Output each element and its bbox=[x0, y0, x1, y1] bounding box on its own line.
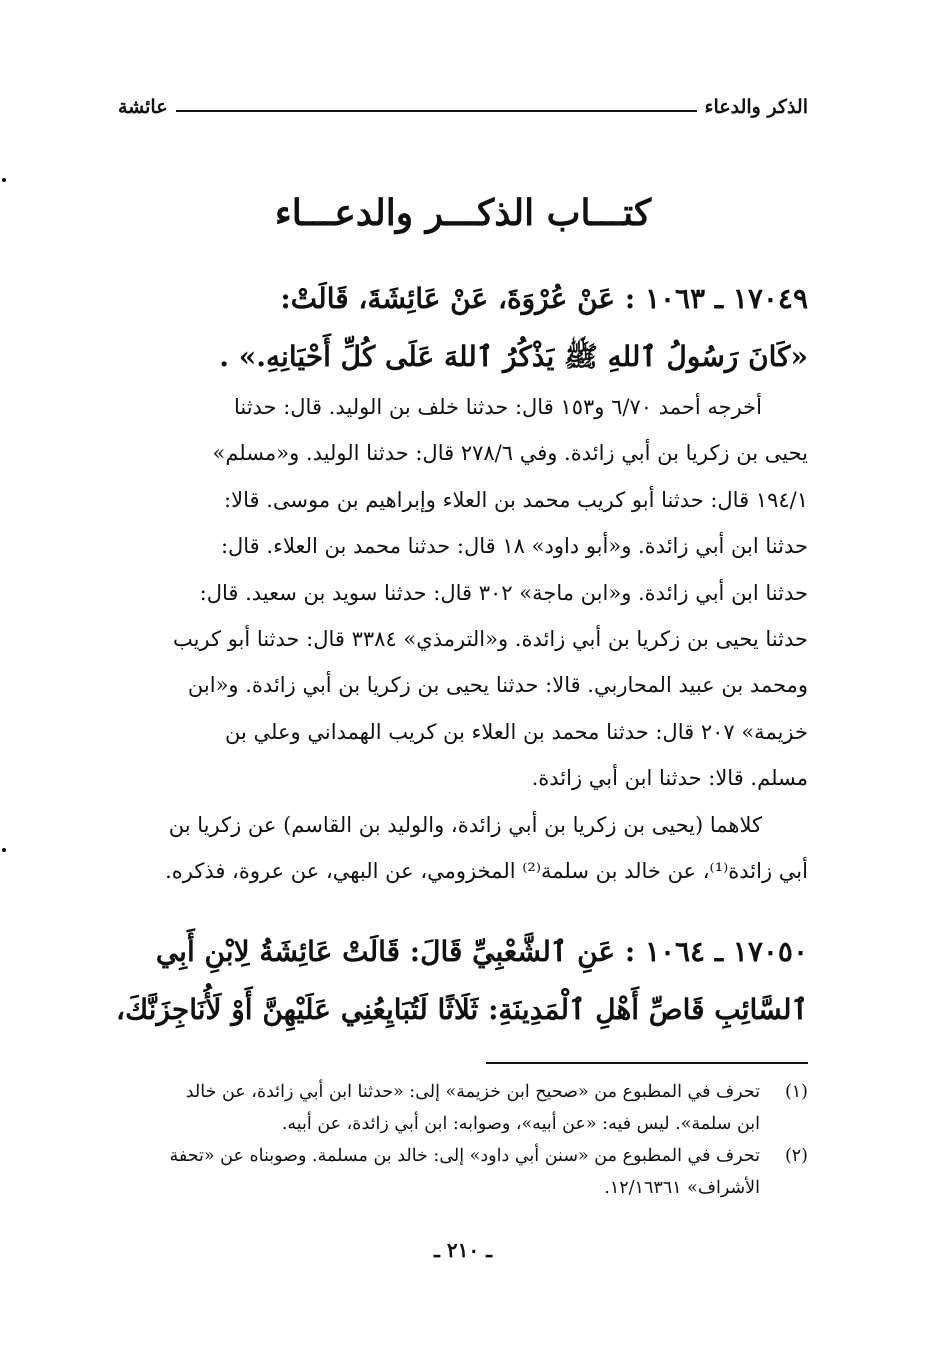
footnote-line: تحرف في المطبوع من «سنن أبي داود» إلى: خالد بن مسلمة. وصوبناه عن «تحفة bbox=[169, 1146, 760, 1166]
scan-speck bbox=[2, 848, 6, 852]
commentary-line: مسلم. قالا: حدثنا ابن أبي زائدة. bbox=[531, 766, 808, 791]
header-rule bbox=[176, 110, 697, 112]
footnote-number: (١) bbox=[784, 1082, 808, 1102]
commentary-line: ١٩٤/١ قال: حدثنا أبو كريب محمد بن العلاء وإبراهيم بن موسى. قالا: bbox=[224, 487, 808, 512]
commentary-line: حدثنا ابن أبي زائدة. و«ابن ماجة» ٣٠٢ قال: حدثنا سويد بن سعيد. قال: bbox=[199, 580, 808, 605]
footnote-text bbox=[118, 1076, 760, 1140]
footnote-text bbox=[118, 1140, 760, 1204]
takhrij-commentary bbox=[118, 384, 808, 894]
footnote-line: الأشراف» ١٢/١٦٣٦١. bbox=[604, 1178, 760, 1198]
scan-speck bbox=[2, 178, 6, 182]
page-number: ـ ٢١٠ ـ bbox=[434, 1238, 492, 1262]
summary-line: أبي زائدة⁽¹⁾، عن خالد بن سلمة⁽²⁾ المخزومي، عن البهي، عن عروة، فذكره. bbox=[165, 859, 808, 884]
footnotes bbox=[118, 1076, 808, 1204]
chapter-running-title: الذكر والدعاء bbox=[704, 96, 808, 118]
hadith-text bbox=[118, 270, 808, 386]
book-title: كتـــاب الذكـــر والدعـــاء bbox=[274, 192, 652, 234]
footnote bbox=[118, 1076, 808, 1140]
footnote-line: تحرف في المطبوع من «صحيح ابن خزيمة» إلى: «حدثنا ابن أبي زائدة، عن خالد bbox=[185, 1082, 760, 1102]
hadith-line: ٱلسَّائِبِ قَاصِّ أَهْلِ ٱلْمَدِينَةِ: ثَلَاثًا لَتُبَايِعُنِي عَلَيْهِنَّ أَوْ لَأُنَاجِزَنَّكَ، bbox=[116, 993, 808, 1026]
narrator-running-title: عائشة bbox=[118, 96, 168, 118]
commentary-line: خزيمة» ٢٠٧ قال: حدثنا محمد بن العلاء بن كريب الهمداني وعلي بن bbox=[225, 719, 808, 744]
hadith-text bbox=[118, 923, 808, 1039]
summary-line: كلاهما (يحيى بن زكريا بن أبي زائدة، والوليد بن القاسم) عن زكريا بن bbox=[168, 812, 762, 837]
commentary-line: أخرجه أحمد ٦/٧٠ و١٥٣ قال: حدثنا خلف بن الوليد. قال: حدثنا bbox=[233, 395, 762, 419]
hadith-line: ١٧٠٤٩ ـ ١٠٦٣ : عَنْ عُرْوَةَ، عَنْ عَائِشَةَ، قَالَتْ: bbox=[280, 282, 808, 315]
commentary-line: ومحمد بن عبيد المحاربي. قالا: حدثنا يحيى بن زكريا بن أبي زائدة. و«ابن bbox=[187, 673, 808, 698]
commentary-line: حدثنا يحيى بن زكريا بن أبي زائدة. و«الترمذي» ٣٣٨٤ قال: حدثنا أبو كريب bbox=[172, 627, 808, 652]
running-header bbox=[118, 92, 808, 122]
footnote-line: ابن سلمة». ليس فيه: «عن أبيه»، وصوابه: ابن أبي زائدة، عن أبيه. bbox=[281, 1114, 760, 1134]
footnote-separator bbox=[486, 1062, 808, 1064]
footnote bbox=[118, 1140, 808, 1204]
hadith-line: ١٧٠٥٠ ـ ١٠٦٤ : عَنِ ٱلشَّعْبِيِّ قَالَ: قَالَتْ عَائِشَةُ لِابْنِ أَبِي bbox=[155, 935, 808, 968]
commentary-line: يحيى بن زكريا بن أبي زائدة. وفي ٢٧٨/٦ قال: حدثنا الوليد. و«مسلم» bbox=[212, 441, 808, 466]
hadith-line: «كَانَ رَسُولُ ٱللهِ ﷺ يَذْكُرُ ٱللهَ عَلَى كُلِّ أَحْيَانِهِ.» . bbox=[219, 340, 808, 373]
footnote-number: (٢) bbox=[784, 1146, 808, 1166]
commentary-line: حدثنا ابن أبي زائدة. و«أبو داود» ١٨ قال: حدثنا محمد بن العلاء. قال: bbox=[220, 534, 808, 559]
